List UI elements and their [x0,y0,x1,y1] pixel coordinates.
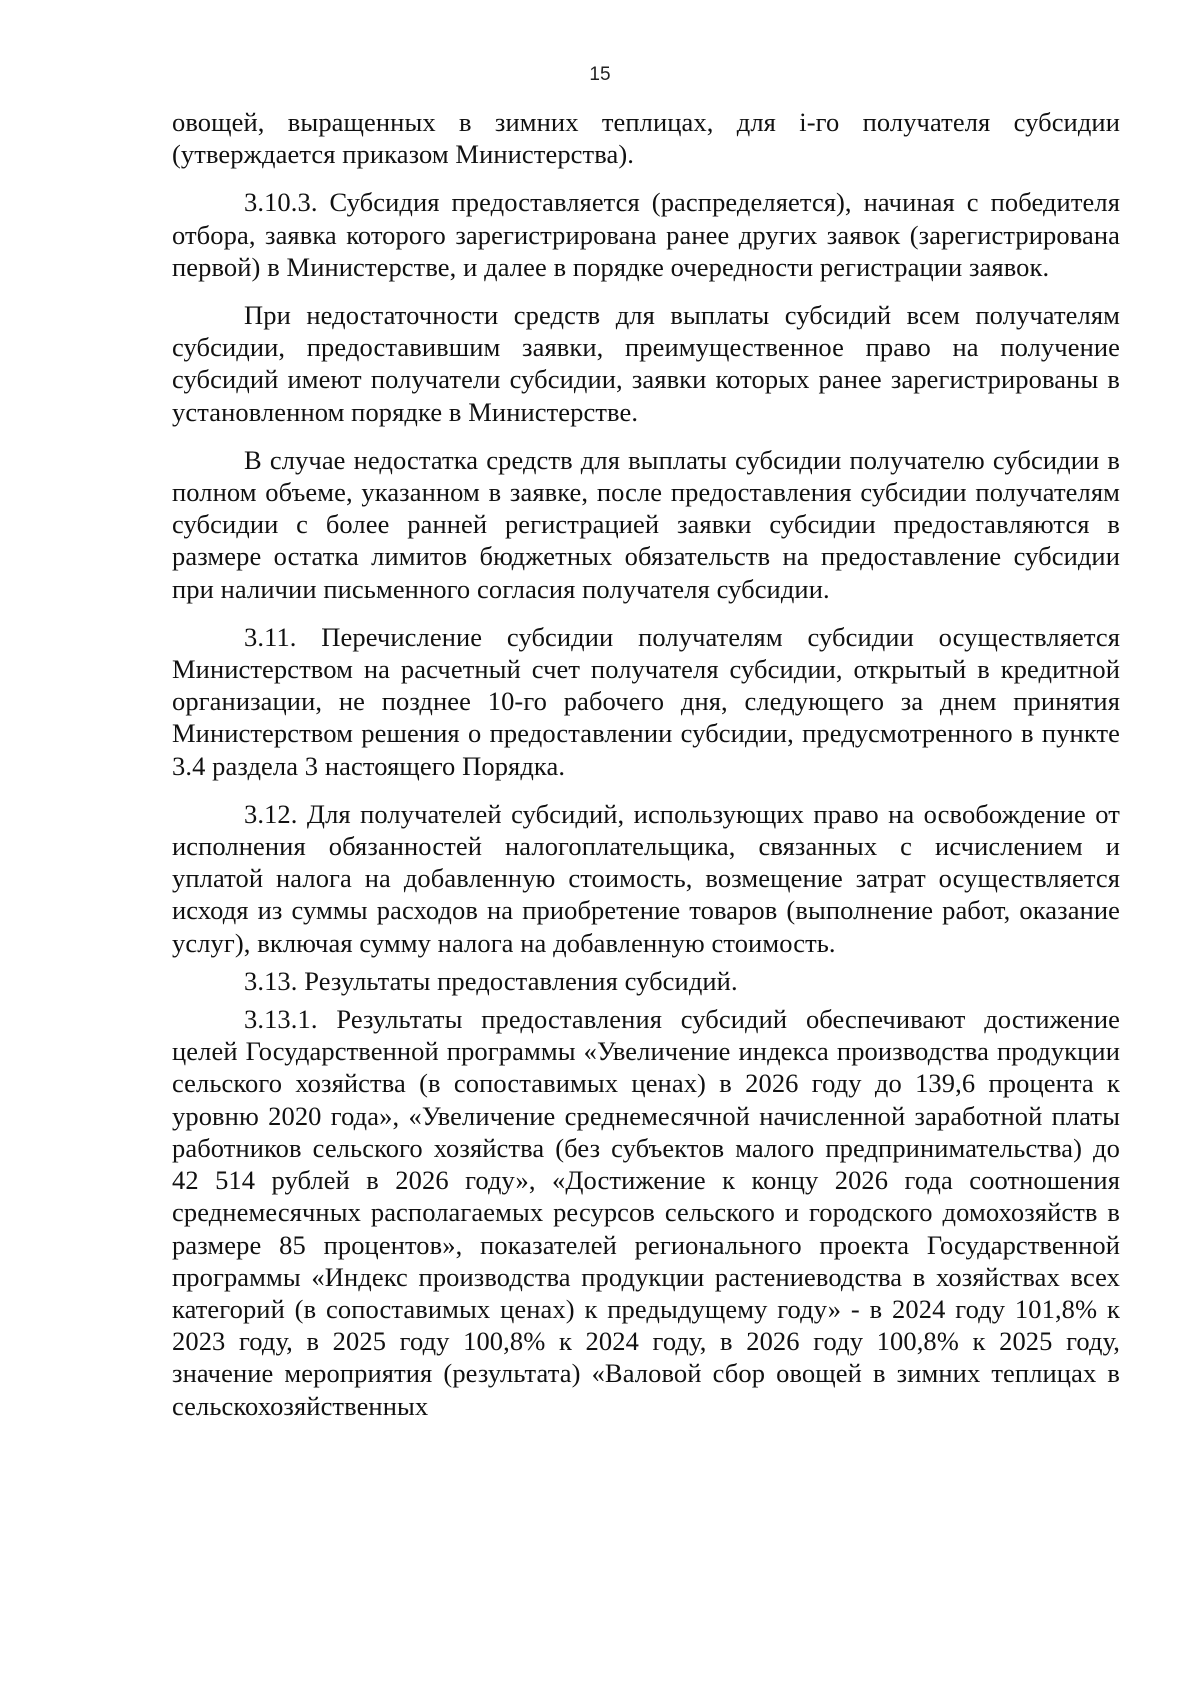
paragraph-3-13: 3.13. Результаты предоставления субсидий. [244,965,738,996]
paragraph-3-11: 3.11. Перечисление субсидии получателям субсидии осуществляется Министерством на расчетный счет получателя субсидии, открытый в кредитной организации, не позднее 10-го рабочего дня, следующего за днем принятия Министерством решения о предоставлении субсидии, предусмотренного в пункте 3.4 раздела 3 настоящего Порядка. [172,621,1120,781]
page-number: 15 [589,64,611,85]
paragraph-insufficiency: При недостаточности средств для выплаты субсидий всем получателям субсидии, предоставившим заявки, преимущественное право на получение субсидий имеют получатели субсидии, заявки которых ранее зарегистрированы в установленном порядке в Министерстве. [172,300,1120,427]
paragraph-3-13-1: 3.13.1. Результаты предоставления субсидий обеспечивают достижение целей Государственной программы «Увеличение индекса производства продукции сельского хозяйства (в сопоставимых ценах) в 2026 году до 139,6 процента к уровню 2020 года», «Увеличение среднемесячной начисленной заработной платы работников сельского хозяйства (без субъектов малого предпринимательства) до 42 514 рублей в 2026 году», «Достижение к концу 2026 года соотношения среднемесячных располагаемых ресурсов сельского и городского домохозяйств в размере 85 процентов», показателей регионального проекта Государственной программы «Индекс производства продукции растениеводства в хозяйствах всех категорий (в сопоставимых ценах) к предыдущему году» - в 2024 году 101,8% к 2023 году, в 2025 году 100,8% к 2024 году, в 2026 году 100,8% к 2025 году, значение мероприятия (результата) «Валовой сбор овощей в зимних теплицах в сельскохозяйственных [172,1004,1120,1421]
paragraph-shortage: В случае недостатка средств для выплаты субсидии получателю субсидии в полном объеме, указанном в заявке, после предоставления субсидии получателям субсидии с более ранней регистрацией заявки субсидии предоставляются в размере остатка лимитов бюджетных обязательств на предоставление субсидии при наличии письменного согласия получателя субсидии. [172,444,1120,604]
paragraph-3-10-3: 3.10.3. Субсидия предоставляется (распределяется), начиная с победителя отбора, заявка которого зарегистрирована ранее других заявок (зарегистрирована первой) в Министерстве, и далее в порядке очередности регистрации заявок. [172,187,1120,282]
document-body [172,106,1120,1422]
paragraph-continuation: овощей, выращенных в зимних теплицах, для i-го получателя субсидии (утверждается приказом Министерства). [172,107,1120,170]
paragraph-3-12: 3.12. Для получателей субсидий, использующих право на освобождение от исполнения обязанностей налогоплательщика, связанных с исчислением и уплатой налога на добавленную стоимость, возмещение затрат осуществляется исходя из суммы расходов на приобретение товаров (выполнение работ, оказание услуг), включая сумму налога на добавленную стоимость. [172,798,1120,958]
